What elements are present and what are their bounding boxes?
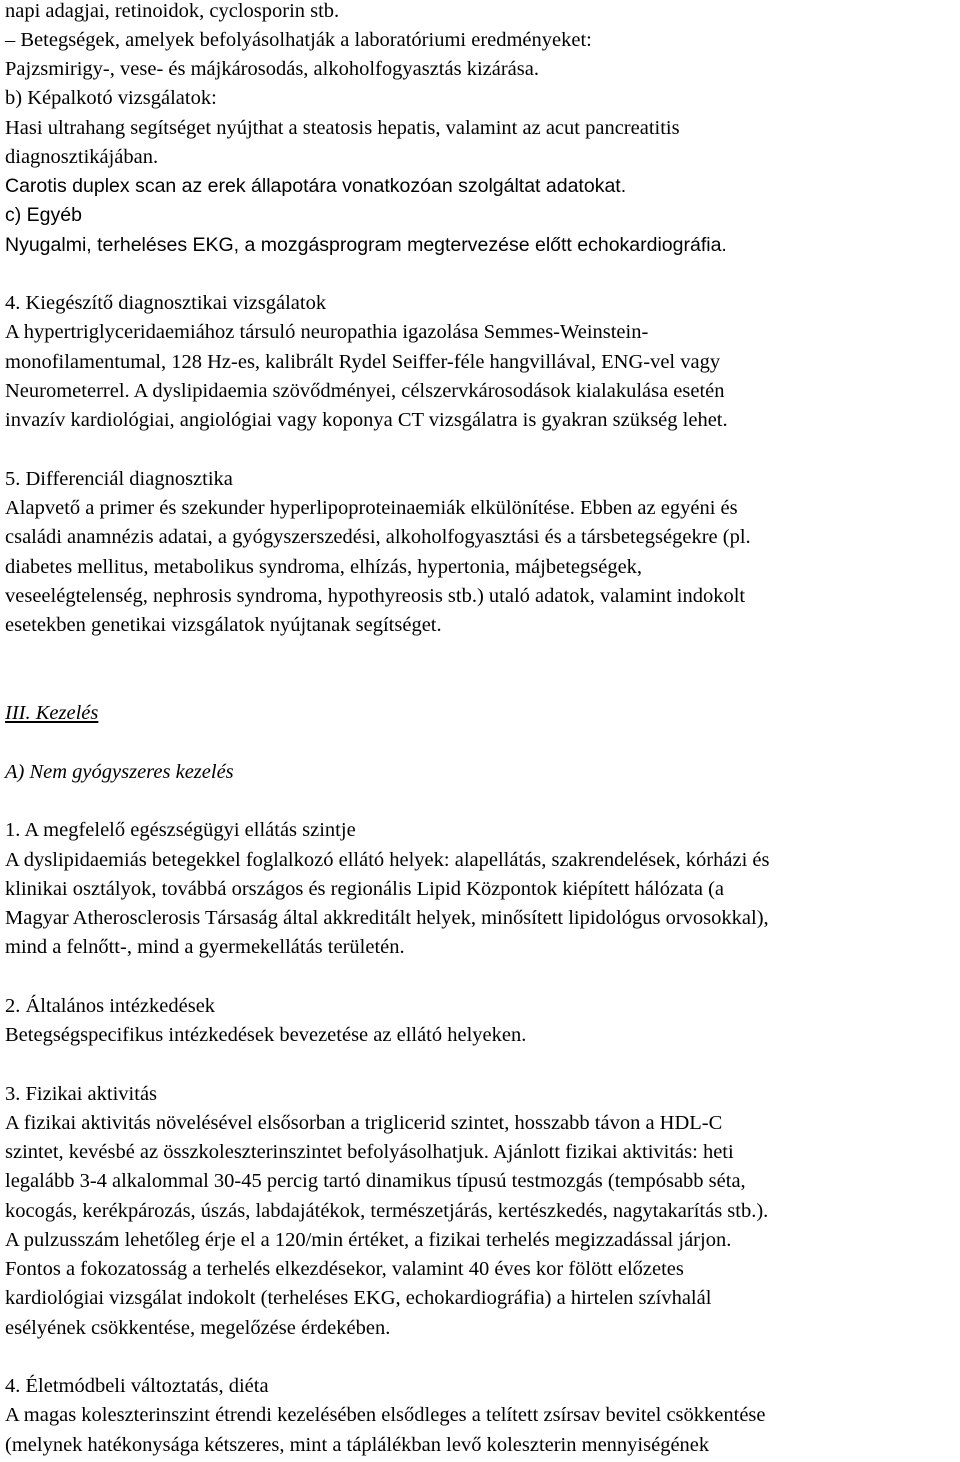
text-line: kocogás, kerékpározás, úszás, labdajátékok, természetjárás, kertészkedés, nagytakarítás stb.).: [5, 1200, 769, 1222]
section-heading: 5. Differenciál diagnosztika: [5, 468, 233, 490]
text-line: A dyslipidaemiás betegekkel foglalkozó ellátó helyek: alapellátás, szakrendelések, kórházi és: [5, 849, 770, 871]
text-line: – Betegségek, amelyek befolyásolhatják a laboratóriumi eredményeket:: [5, 29, 592, 51]
text-line: családi anamnézis adatai, a gyógyszerszedési, alkoholfogyasztási és a társbetegségekre (pl.: [5, 526, 751, 548]
subchapter-heading: A) Nem gyógyszeres kezelés: [5, 761, 234, 783]
text-line: Alapvető a primer és szekunder hyperlipoproteinaemiák elkülönítése. Ebben az egyéni és: [5, 497, 738, 519]
text-line: Nyugalmi, terheléses EKG, a mozgásprogram megtervezése előtt echokardiográfia.: [5, 234, 727, 256]
text-line: Carotis duplex scan az erek állapotára vonatkozóan szolgáltat adatokat.: [5, 175, 627, 197]
section-heading: 4. Életmódbeli változtatás, diéta: [5, 1375, 269, 1397]
text-line: c) Egyéb: [5, 204, 82, 226]
text-line: esetekben genetikai vizsgálatok nyújtanak segítséget.: [5, 614, 442, 636]
text-line: esélyének csökkentése, megelőzése érdekében.: [5, 1317, 391, 1339]
text-line: A fizikai aktivitás növelésével elsősorban a triglicerid szintet, hosszabb távon a HDL-C: [5, 1112, 723, 1134]
text-line: legalább 3-4 alkalommal 30-45 percig tartó dinamikus típusú testmozgás (tempósabb séta,: [5, 1170, 746, 1192]
text-line: Hasi ultrahang segítséget nyújthat a steatosis hepatis, valamint az acut pancreatitis: [5, 117, 680, 139]
text-line: napi adagjai, retinoidok, cyclosporin stb.: [5, 0, 340, 22]
text-line: klinikai osztályok, továbbá országos és regionális Lipid Központok kiépített hálózata (a: [5, 878, 725, 900]
text-line: A hypertriglyceridaemiához társuló neuropathia igazolása Semmes-Weinstein-: [5, 321, 649, 343]
text-line: veseelégtelenség, nephrosis syndroma, hypothyreosis stb.) utaló adatok, valamint indokolt: [5, 585, 746, 607]
text-line: invazív kardiológiai, angiológiai vagy koponya CT vizsgálatra is gyakran szükség lehet.: [5, 409, 728, 431]
text-line: monofilamentumal, 128 Hz-es, kalibrált Rydel Seiffer-féle hangvillával, ENG-vel vagy: [5, 351, 721, 373]
text-line: Magyar Atherosclerosis Társaság által akkreditált helyek, minősített lipidológus orvosokkal),: [5, 907, 769, 929]
chapter-heading: III. Kezelés: [5, 702, 99, 724]
text-line: diagnosztikájában.: [5, 146, 159, 168]
text-line: Pajzsmirigy-, vese- és májkárosodás, alkoholfogyasztás kizárása.: [5, 58, 539, 80]
text-line: (melynek hatékonysága kétszeres, mint a táplálékban levő koleszterin mennyiségének: [5, 1434, 710, 1456]
text-line: Neurometerrel. A dyslipidaemia szövődményei, célszervkárosodások kialakulása esetén: [5, 380, 725, 402]
section-heading: 2. Általános intézkedések: [5, 995, 216, 1017]
section-heading: 4. Kiegészítő diagnosztikai vizsgálatok: [5, 292, 327, 314]
text-line: mind a felnőtt-, mind a gyermekellátás területén.: [5, 936, 405, 958]
text-line: b) Képalkotó vizsgálatok:: [5, 87, 217, 109]
section-heading: 1. A megfelelő egészségügyi ellátás szintje: [5, 819, 356, 841]
text-line: A pulzusszám lehetőleg érje el a 120/min értéket, a fizikai terhelés megizzadással járjon.: [5, 1229, 732, 1251]
text-line: kardiológiai vizsgálat indokolt (terheléses EKG, echokardiográfia) a hirtelen szívhalál: [5, 1287, 712, 1309]
text-line: diabetes mellitus, metabolikus syndroma, elhízás, hypertonia, májbetegségek,: [5, 556, 643, 578]
text-line: Betegségspecifikus intézkedések bevezetése az ellátó helyeken.: [5, 1024, 527, 1046]
text-line: A magas koleszterinszint étrendi kezelésében elsődleges a telített zsírsav bevitel csökkentése: [5, 1404, 766, 1426]
text-line: Fontos a fokozatosság a terhelés elkezdésekor, valamint 40 éves kor fölött előzetes: [5, 1258, 684, 1280]
section-heading: 3. Fizikai aktivitás: [5, 1083, 158, 1105]
text-line: szintet, kevésbé az összkoleszterinszintet befolyásolhatjuk. Ajánlott fizikai aktivitás: heti: [5, 1141, 734, 1163]
